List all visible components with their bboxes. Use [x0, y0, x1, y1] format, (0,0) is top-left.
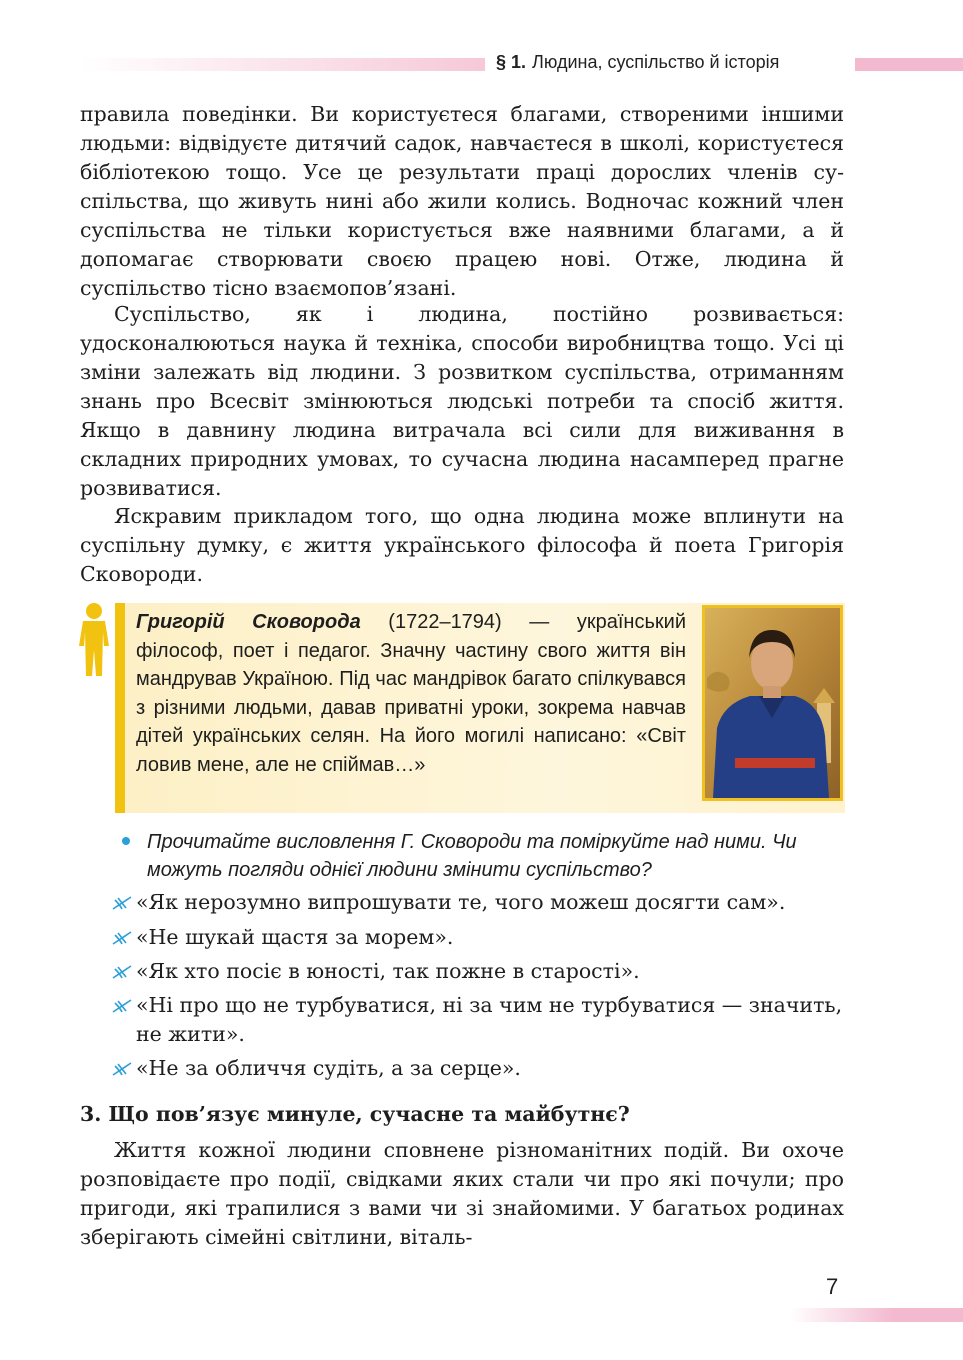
list-item: [108, 888, 848, 917]
section-number: § 1.: [496, 52, 527, 72]
person-silhouette-icon: [76, 602, 112, 678]
page-number: 7: [826, 1274, 839, 1299]
quill-pen-icon: [108, 999, 136, 1013]
quote-text: «Не шукай щастя за морем».: [136, 925, 454, 949]
paragraph-2: Суспільство, як і людина, постійно розвивається: удосконалюються наука й техніка, способи виробництва тощо. Усі ці зміни залежать від людини. З розвитком суспільства, отриманням знань про Всесвіт змінюються людські потреби та спосіб життя. Якщо в давнину людина витрачала всі сили для виживання в складних природних умовах, то сучасна людина насамперед прагне розвиватися.: [80, 302, 844, 500]
list-item: [108, 1054, 848, 1083]
quote-text: «Не за обличчя судіть, а за серце».: [136, 1056, 521, 1080]
quill-pen-icon: [108, 931, 136, 945]
skovoroda-portrait: [702, 605, 843, 801]
footer-decor-bar: [790, 1308, 963, 1322]
quill-pen-icon: [108, 896, 136, 910]
section-title: Людина, суспільство й історія: [532, 52, 780, 72]
quill-pen-icon: [108, 1062, 136, 1076]
bullet-icon: [122, 837, 130, 845]
paragraph-4: Життя кожної людини сповнене різноманітних подій. Ви охоче розповідаєте про події, свідками яких стали чи про які почули; про пригоди, які трапилися з вами чи зі знайомими. У багатьох родинах зберігають сімейні світлини, віталь-: [80, 1138, 844, 1249]
quote-text: «Ні про що не турбуватися, ні за чим не турбуватися — значить, не жити».: [136, 993, 843, 1046]
list-item: [108, 957, 848, 986]
biography-name: Григорій Сковорода: [136, 611, 361, 633]
paragraph-1: правила поведінки. Ви користуєтеся благами, створеними іншими людьми: відвідуєте дитячий садок, навчаєтеся в школі, користуєтеся бібліотекою тощо. Усе це результати праці дорослих членів су-спільства, що живуть нині або жили колись. Водночас кожний член суспільства не тільки користується вже наявними благами, а й допомагає створювати своєю працею нові. Отже, людина й суспільство тісно взаємопов’язані.: [80, 102, 844, 300]
biography-text: [136, 608, 686, 779]
list-item: [108, 923, 848, 952]
paragraph-3: Яскравим прикладом того, що одна людина може вплинути на суспільну думку, є життя українського філософа й поета Григорія Сковороди.: [80, 504, 844, 586]
header-decor-bar: [80, 58, 485, 71]
list-item: [108, 991, 848, 1049]
section-heading: 3. Що пов’язує минуле, сучасне та майбутнє?: [80, 1102, 630, 1126]
running-header: [496, 52, 779, 73]
quote-text: «Як нерозумно випрошувати те, чого можеш досягти сам».: [136, 890, 786, 914]
quill-pen-icon: [108, 965, 136, 979]
discussion-question: Прочитайте висловлення Г. Сковороди та поміркуйте над ними. Чи можуть погляди однієї людини змінити суспільство?: [147, 831, 797, 881]
biography-body: (1722–1794) — український філософ, поет і педагог. Значну частину свого життя він мандрував Україною. Під час мандрівок багато спілкувався з різними людьми, давав приватні уроки, зокрема навчав дітей українських селян. На його могилі написано: «Світ ловив мене, але не спіймав…»: [136, 611, 686, 776]
header-decor-bar-right: [855, 58, 963, 71]
quote-text: «Як хто посіє в юності, так пожне в старості».: [136, 959, 640, 983]
